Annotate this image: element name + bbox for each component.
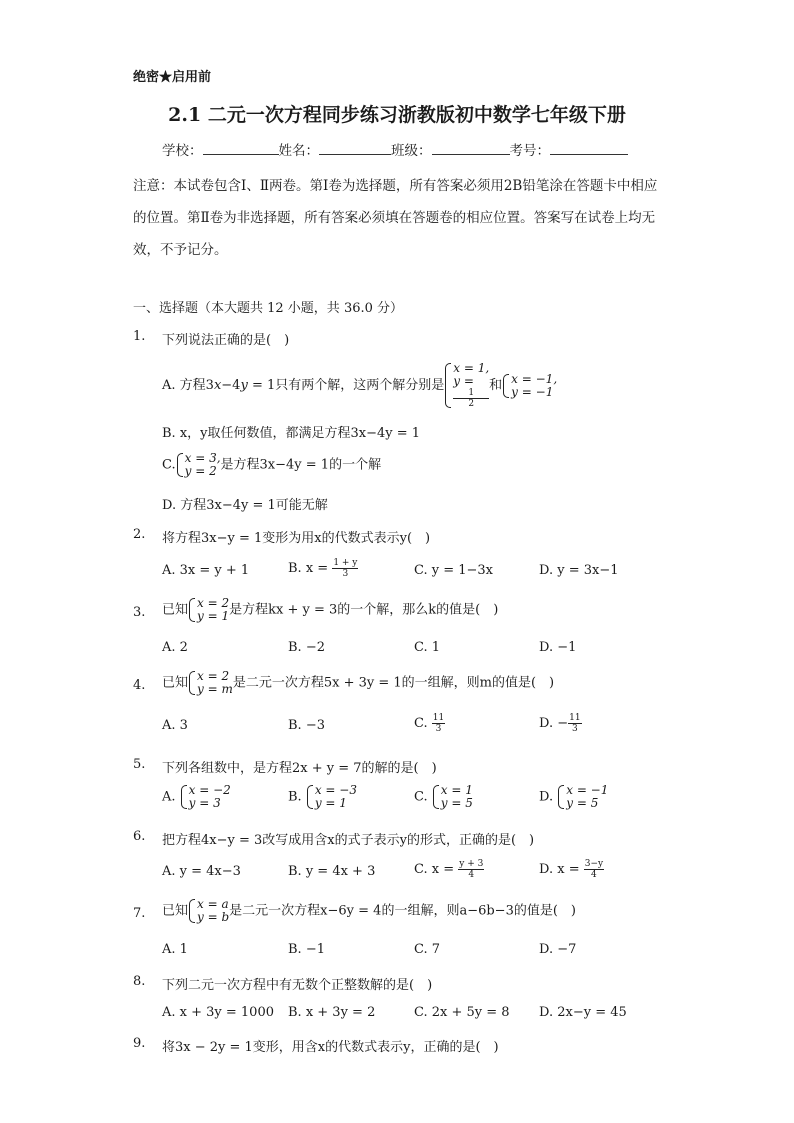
option-a	[162, 362, 557, 409]
fraction-numerator: 1 + y	[333, 558, 358, 568]
option-c: C. y = 1−3x	[414, 563, 494, 578]
system-line	[453, 375, 489, 409]
confidential-label: 绝密★启用前	[133, 70, 212, 85]
option-c	[162, 452, 381, 478]
question-text: 下列二元一次方程中有无数个正整数解的是( )	[162, 978, 433, 993]
question-text-rest: 是二元一次方程x−6y = 4的一组解，则a−6b−3的值是( )	[229, 903, 576, 919]
fraction-numerator: y + 3	[459, 859, 484, 869]
question-number: 3.	[133, 605, 146, 620]
fraction-numerator: 3−y	[584, 859, 604, 869]
question-text-rest: 是二元一次方程5x + 3y = 1的一组解，则m的值是( )	[232, 675, 555, 691]
option-b: B. −1	[288, 942, 325, 957]
question-text-pre: 已知	[162, 675, 189, 691]
and-text: 和	[489, 378, 503, 393]
fraction-numerator: 11	[432, 713, 445, 723]
equation-system	[188, 898, 229, 924]
equation-system	[306, 784, 357, 810]
question-text: 将方程3x−y = 1变形为用x的代数式表示y( )	[162, 531, 431, 546]
class-blank	[432, 140, 510, 155]
question-number: 4.	[133, 678, 146, 693]
system-line: x = a	[197, 897, 229, 911]
fraction-denominator: 4	[468, 870, 475, 880]
system-line: x = −1,	[511, 371, 558, 386]
system-line: y = m	[197, 682, 233, 696]
question-number: 5.	[133, 757, 146, 772]
option-c-text: 是方程3x−4y = 1的一个解	[220, 457, 382, 473]
class-label: 班级：	[391, 143, 432, 159]
notice-text: 注意：本试卷包含Ⅰ、Ⅱ两卷。第Ⅰ卷为选择题，所有答案必须用2B铅笔涂在答题卡中相应的位置。第Ⅱ卷为非选择题，所有答案必须填在答题卷的相应位置。答案写在试卷上均无效，不予记分。	[133, 178, 658, 258]
option-d: D. y = 3x−1	[539, 563, 619, 578]
var-x: x	[213, 378, 222, 393]
system-line: x = −1	[566, 783, 609, 797]
option-c: C. 2x + 5y = 8	[414, 1005, 510, 1020]
system-line: y = 5	[440, 796, 473, 810]
question-text: 把方程4x−y = 3改写成用含x的式子表示y的形式，正确的是( )	[162, 833, 535, 848]
system-line: x = 1	[440, 783, 473, 797]
option-a-op: −4	[221, 378, 241, 393]
option-b: B. −2	[288, 640, 325, 655]
question-text	[162, 898, 576, 924]
option-a-rest: = 1只有两个解，这两个解分别是	[247, 378, 445, 393]
school-blank	[203, 140, 279, 155]
option-c-label: C.	[414, 789, 428, 805]
option-b: B. x，y取任何数值，都满足方程3x−4y = 1	[162, 426, 421, 441]
option-b: B. y = 4x + 3	[288, 864, 376, 879]
system-line: y = b	[197, 910, 230, 924]
option-a-label: A.	[162, 789, 176, 805]
option-d-label: D. −	[539, 716, 569, 731]
option-d-label: D. x =	[539, 862, 584, 877]
option-a: A. 3	[162, 718, 188, 733]
fraction-numerator: 1	[453, 388, 489, 399]
system-line: y = 3	[188, 796, 221, 810]
option-a: A. 2	[162, 640, 188, 655]
option-c	[414, 713, 445, 734]
fraction-denominator: 3	[435, 724, 442, 734]
option-c-label: C. x =	[414, 862, 459, 877]
option-d	[539, 713, 582, 734]
fraction-denominator: 2	[468, 399, 475, 409]
option-b-text: B. x =	[288, 561, 333, 576]
equation-system	[188, 670, 233, 696]
option-b-label: B.	[288, 789, 302, 805]
name-label: 姓名：	[278, 143, 319, 159]
system-line: x = 2	[197, 596, 230, 610]
option-d: D. −7	[539, 942, 577, 957]
system-line-text: y =	[453, 374, 474, 388]
school-label: 学校：	[162, 143, 203, 159]
question-number: 9.	[133, 1036, 146, 1051]
option-d	[539, 784, 608, 810]
fraction-denominator: 3	[571, 724, 578, 734]
system-line: x = −3	[314, 783, 357, 797]
option-c-label: C.	[162, 457, 176, 473]
system-line: y = −1	[511, 384, 554, 399]
option-d-label: D.	[539, 789, 554, 805]
option-a: A. 1	[162, 942, 188, 957]
question-text: 下列各组数中，是方程2x + y = 7的解的是( )	[162, 761, 437, 776]
option-a: A. x + 3y = 1000	[162, 1005, 274, 1020]
system-line: x = 1,	[453, 361, 490, 375]
fraction	[332, 558, 358, 579]
equation-system	[502, 373, 557, 399]
question-text: 下列说法正确的是( )	[162, 333, 290, 348]
system-line: y = 1	[197, 609, 230, 623]
name-blank	[319, 140, 391, 155]
option-a: A. y = 4x−3	[162, 864, 241, 879]
question-text-pre: 已知	[162, 903, 189, 919]
exam-number-label: 考号：	[509, 143, 550, 159]
question-number: 7.	[133, 906, 146, 921]
fraction	[568, 713, 581, 734]
equation-system	[557, 784, 608, 810]
question-text	[162, 597, 498, 623]
fraction	[432, 713, 445, 734]
option-c-label: C.	[414, 716, 432, 731]
option-b	[288, 784, 357, 810]
question-number: 1.	[133, 329, 146, 344]
equation-system	[432, 784, 473, 810]
fraction-denominator: 4	[591, 870, 597, 880]
option-d	[539, 859, 604, 880]
equation-system	[444, 362, 489, 409]
equation-system	[176, 452, 221, 478]
fraction	[458, 859, 484, 880]
question-number: 2.	[133, 527, 146, 542]
option-b: B. x + 3y = 2	[288, 1005, 376, 1020]
system-line: x = 2	[197, 669, 230, 683]
student-info-line	[162, 139, 628, 159]
question-number: 8.	[133, 974, 146, 989]
system-line: y = 2	[184, 464, 217, 478]
question-text: 将3x − 2y = 1变形，用含x的代数式表示y，正确的是( )	[162, 1040, 499, 1055]
option-b	[288, 558, 358, 579]
question-number: 6.	[133, 829, 146, 844]
option-a	[162, 784, 231, 810]
system-line: x = 3,	[184, 451, 221, 465]
question-text	[162, 670, 554, 696]
option-c: C. 1	[414, 640, 441, 655]
system-line: y = 1	[314, 796, 347, 810]
section-heading: 一、选择题（本大题共 12 小题，共 36.0 分）	[133, 301, 404, 316]
option-c: C. 7	[414, 942, 441, 957]
option-d: D. −1	[539, 640, 577, 655]
option-b: B. −3	[288, 718, 325, 733]
system-line: x = −2	[188, 783, 231, 797]
fraction-denominator: 3	[342, 569, 349, 579]
question-text-pre: 已知	[162, 602, 189, 618]
fraction	[584, 859, 604, 880]
system-line: y = 5	[566, 796, 599, 810]
option-d: D. 2x−y = 45	[539, 1005, 627, 1020]
question-text-rest: 是方程kx + y = 3的一个解，那么k的值是( )	[229, 602, 499, 618]
page-title: 2.1 二元一次方程同步练习浙教版初中数学七年级下册	[168, 104, 626, 126]
option-a-text: A. 方程3	[162, 378, 214, 393]
fraction-numerator: 11	[569, 713, 581, 723]
exam-number-blank	[550, 140, 628, 155]
option-c	[414, 784, 473, 810]
equation-system	[188, 597, 229, 623]
equation-system	[180, 784, 231, 810]
option-a: A. 3x = y + 1	[162, 563, 250, 578]
var-y: y	[240, 378, 248, 393]
fraction	[453, 388, 489, 409]
option-d: D. 方程3x−4y = 1可能无解	[162, 498, 328, 513]
option-c	[414, 859, 484, 880]
